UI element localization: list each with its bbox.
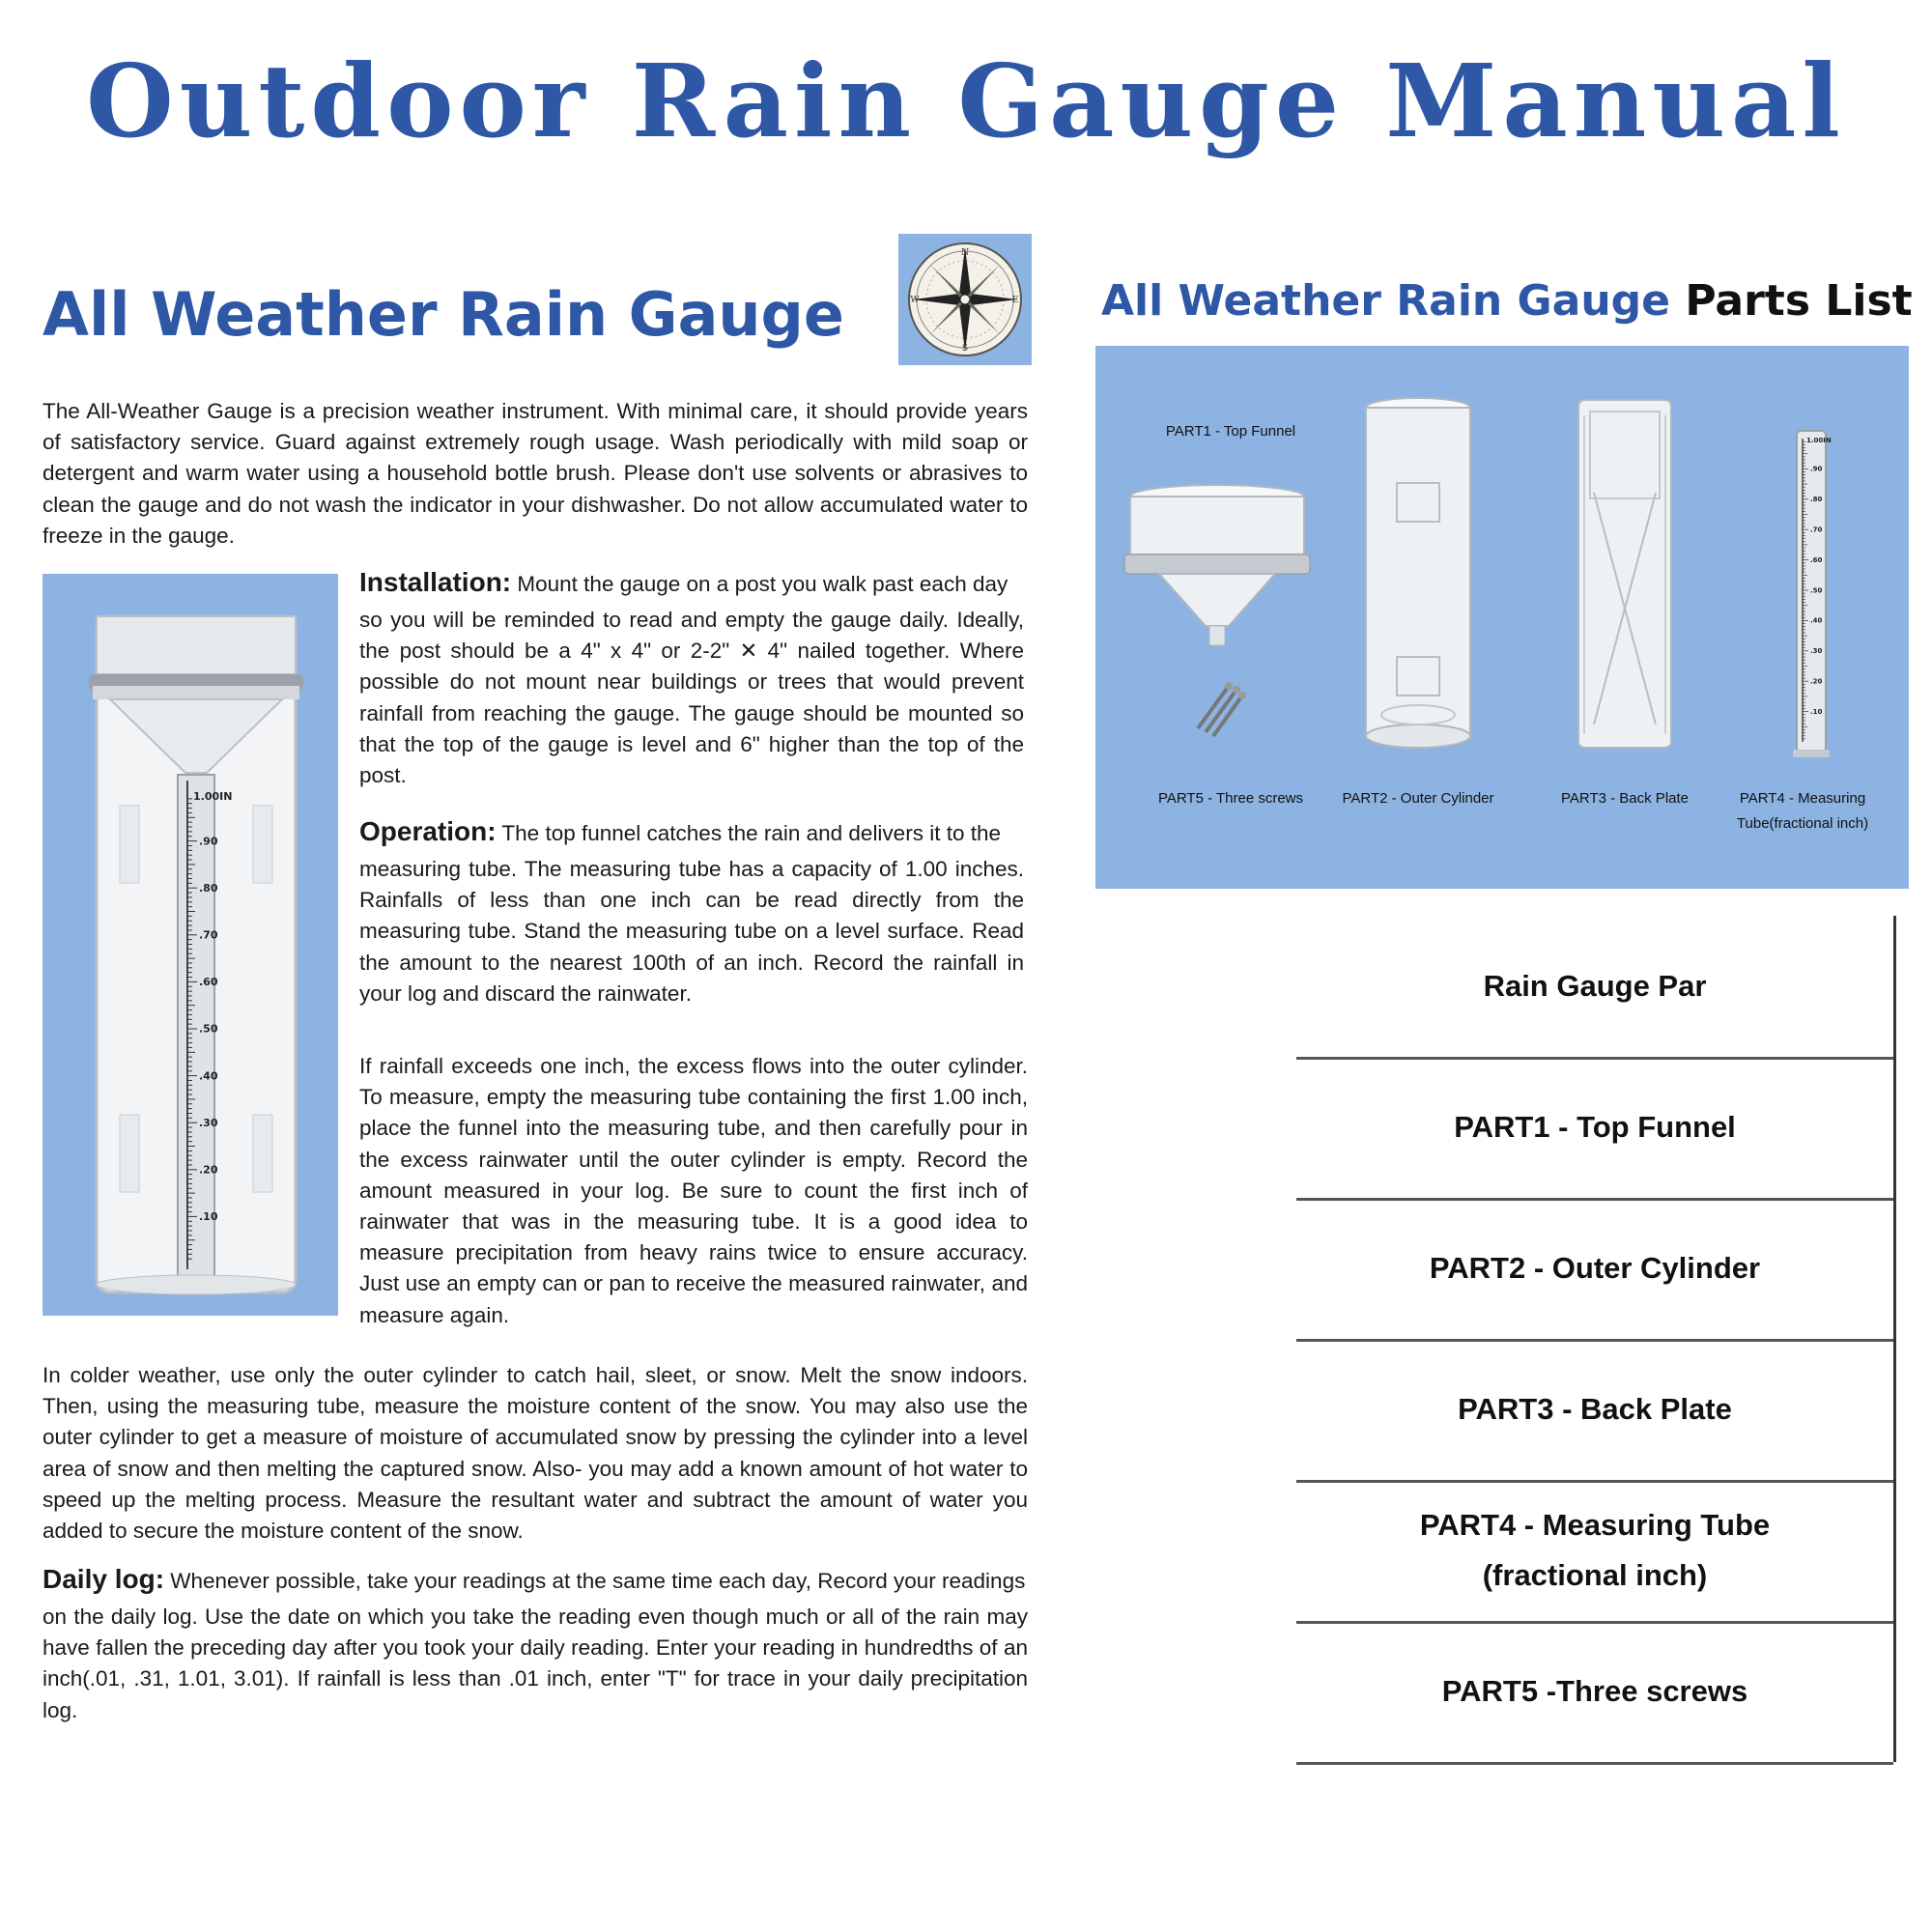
parts-table-row-line1: PART4 - Measuring Tube [1419, 1508, 1771, 1542]
parts-table-row: PART3 - Back Plate [1296, 1339, 1893, 1483]
installation-lead: Mount the gauge on a post you walk past each day [517, 572, 1009, 596]
scale-tick-label: .30 [199, 1116, 218, 1129]
measuring-tube-image [1783, 427, 1841, 761]
scale-tick-label: .70 [1810, 526, 1823, 534]
parts-table-row [1296, 1480, 1893, 1624]
manual-title: Outdoor Rain Gauge Manual [86, 42, 1846, 160]
daily-log-section [43, 1557, 1028, 1726]
scale-tick-label: .30 [1810, 647, 1823, 656]
section-title: All Weather Rain Gauge [43, 279, 844, 350]
parts-panel [1095, 346, 1909, 889]
scale-tick-label: .40 [1810, 616, 1823, 625]
caption-part1: PART1 - Top Funnel [1165, 423, 1296, 440]
scale-tick-label: .90 [1810, 465, 1823, 473]
back-plate-image [1575, 396, 1675, 753]
scale-tick-label: .50 [1810, 586, 1823, 595]
scale-tick-label: .90 [199, 835, 218, 848]
parts-table-row: PART5 -Three screws [1296, 1621, 1893, 1765]
scale-tick-label: .40 [199, 1069, 218, 1083]
top-funnel-image [1121, 481, 1314, 655]
compass-letter-s: S [961, 344, 969, 354]
parts-table-header: Rain Gauge Par [1296, 916, 1893, 1060]
operation-section [359, 810, 1024, 1009]
scale-tick-label: .80 [1810, 496, 1823, 504]
caption-part5: PART5 - Three screws [1157, 790, 1304, 807]
caption-part4-line2: Tube(fractional inch) [1736, 815, 1869, 832]
tube-scale-top-label: 1.00IN [1806, 437, 1832, 444]
parts-table-row-line2: (fractional inch) [1482, 1558, 1708, 1592]
compass-letter-n: N [961, 248, 969, 258]
operation-lead: The top funnel catches the rain and delivers it to the [501, 821, 1001, 845]
gauge-scale-top-label: 1.00IN [193, 790, 233, 803]
excess-rainfall-paragraph: If rainfall exceeds one inch, the excess flows into the outer cylinder. To measure, empty the measuring tube containing the first 1.00 inch, place the funnel into the measuring tube, and then carefully pour in the excess rainwater until the outer cylinder is empty. Record the amount measured in your log. Be sure to count the first inch of rainwater that was in the measuring tube. It is a good idea to measure precipitation from heavy rains twice to ensure accuracy. Just use an empty can or pan to receive the measured rainwater, and measure again. [359, 1054, 1028, 1327]
rain-gauge-photo [43, 574, 338, 1316]
installation-heading: Installation: [359, 567, 512, 597]
caption-part3: PART3 - Back Plate [1561, 790, 1689, 807]
scale-tick-label: .60 [199, 976, 218, 989]
colder-weather-paragraph: In colder weather, use only the outer cylinder to catch hail, sleet, or snow. Melt the snow indoors. Then, using the measuring tube, measure the moisture content of the snow. You may also use the outer cylinder to get a measure of moisture of accumulated snow by pressing the cylinder into a level area of snow and then melting the captured snow. Also- you may add a known amount of hot water to speed up the melting process. Measure the resultant water and subtract the amount of water you added to secure the moisture content of the snow. [43, 1363, 1028, 1544]
compass-letter-w: W [910, 296, 920, 305]
scale-tick-label: .10 [1810, 707, 1823, 716]
scale-tick-label: .60 [1810, 555, 1823, 564]
outer-cylinder-image [1362, 396, 1474, 753]
daily-log-body: on the daily log. Use the date on which you take the reading even though much or all of the rain may have fallen the preceding day after you took your daily reading. Enter your reading in hundredths of an inch(.01, .31, 1.01, 3.01). If rainfall is less than .01 inch, enter "T" for trace in your daily precipitation log. [43, 1605, 1028, 1722]
compass-image [898, 234, 1032, 365]
intro-paragraph: The All-Weather Gauge is a precision weather instrument. With minimal care, it should provide years of satisfactory service. Guard against extremely rough usage. Wash periodically with mild soap or detergent and warm water using a household bottle brush. Please don't use solvents or abrasives to clean the gauge and do not wash the indicator in your dishwasher. Do not allow accumulated water to freeze in the gauge. [43, 399, 1028, 548]
parts-table-row: PART2 - Outer Cylinder [1296, 1198, 1893, 1342]
screws-image [1190, 680, 1248, 738]
parts-table [1296, 916, 1896, 1762]
operation-body: measuring tube. The measuring tube has a capacity of 1.00 inches. Rainfalls of less than one inch can be read directly from the measuring tube. Stand the measuring tube on a level surface. Read the amount to the nearest 100th of an inch. Record the rainfall in your log and discard the rainwater. [359, 857, 1024, 1006]
daily-log-lead: Whenever possible, take your readings at the same time each day, Record your readings [170, 1569, 1026, 1593]
operation-heading: Operation: [359, 816, 497, 846]
installation-section [359, 560, 1024, 791]
daily-log-heading: Daily log: [43, 1564, 165, 1594]
scale-tick-label: .50 [199, 1022, 218, 1036]
scale-tick-label: .20 [199, 1163, 218, 1177]
compass-rose-icon [898, 234, 1032, 365]
scale-tick-label: .20 [1810, 677, 1823, 686]
scale-tick-label: .10 [199, 1210, 218, 1224]
parts-list-heading [1101, 272, 1913, 330]
caption-part4-line1: PART4 - Measuring [1739, 790, 1866, 807]
parts-heading-black: Parts List [1685, 276, 1913, 326]
scale-tick-label: .80 [199, 881, 218, 895]
parts-heading-blue: All Weather Rain Gauge [1101, 276, 1671, 326]
rain-gauge-illustration [43, 574, 338, 1316]
installation-body: so you will be reminded to read and empty the gauge daily. Ideally, the post should be a 4" x 4" or 2-2" ✕ 4" nailed together. Where possible do not mount near buildings or trees that would prevent rainfall from reaching the gauge. The gauge should be mounted so that the top of the gauge is level and 6" higher than the top of the post. [359, 608, 1024, 788]
compass-letter-e: E [1011, 296, 1019, 305]
scale-tick-label: .70 [199, 928, 218, 942]
parts-table-row: PART1 - Top Funnel [1296, 1057, 1893, 1201]
caption-part2: PART2 - Outer Cylinder [1342, 790, 1494, 807]
